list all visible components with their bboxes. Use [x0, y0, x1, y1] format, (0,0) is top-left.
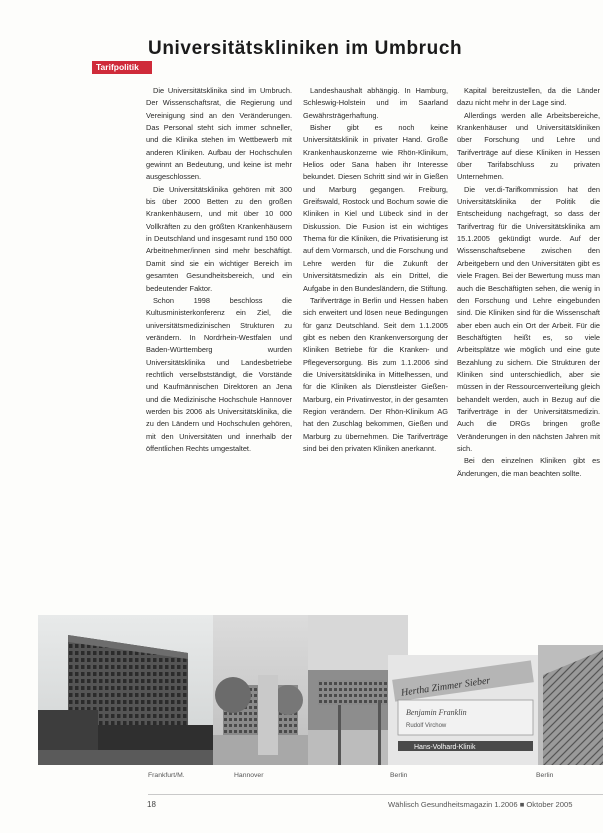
paragraph: Bisher gibt es noch keine Universitätsklinik in privater Hand. Große Krankenhauskonzerne wie Rhön-Klinikum, Helios oder Sana haben ihr Interesse bekundet. Diesen Schritt sind wir in Gießen und Marburg gegangen. Freiburg, Greifswald, Rostock und Bochum sowie die Kliniken in Kiel und Lübeck sind in der Diskussion. Die Fusion ist ein wichtiges Thema für die Kliniken, die Privatisierung ist auf dem Vormarsch, und die Forschung und Lehre werden für die Zukunft der Universitätsmedizin als ein Drittel, die Aufgabe in den Bundesländern, die Stiftung.	[303, 123, 448, 293]
paragraph: Tarifverträge in Berlin und Hessen haben sich erweitert und lösen neue Bedingungen für ganz Deutschland. Seit dem 1.1.2005 gibt es neben den Krankenversorgung der Kliniken Betriebe für die Kranken- und Pflegeversorgung. Bis zum 1.1.2006 sind die Universitätsklinika in Mittelhessen, und für die Kliniken als Dienstleister Gießen-Marburg, ein Privatinvestor, in der gesamten Region verändern. Der Rhön-Klinikum AG hat den Zuschlag bekommen, Gießen und Marburg zu übernehmen. Die Tarifverträge sind bei den privaten Kliniken anerkannt.	[303, 295, 449, 453]
journal-reference: Wählisch Gesundheitsmagazin 1.2006 ■ Oktober 2005	[388, 800, 573, 809]
text-column-2	[303, 85, 448, 455]
paragraph: Bei den einzelnen Kliniken gibt es Änderungen, die man beachten sollte.	[457, 456, 600, 478]
photo-caption: Hannover	[234, 772, 264, 779]
sign-text-2: Benjamin Franklin	[406, 708, 467, 717]
sign-text-4: Hans-Volhard-Klinik	[414, 744, 476, 751]
hospital-photo-collage	[38, 615, 603, 765]
paragraph: Die ver.di-Tarifkommission hat den Universitätsklinika der Politik die Entscheidung nachgefragt, so dass der Tarifvertrag für die Universitätsklinika am 15.1.2005 gekündigt wurde. Auf der Wissenschaftsebene zwischen den Arbeitgebern und den Universitäten gibt es viele Fragen. Bei der Bewertung muss man auch die Beschäftigten sehen, die wenig in den Forschung und Lehre eingebunden sind. Die Kliniken sind für die Wissenschaft aber eben auch ein Ort der Arbeit. Für die Beschäftigten heißt es, so viele Arbeitsplätze wie möglich und eine gute Bezahlung zu sichern. Die Strukturen der Kliniken sind unterschiedlich, aber sie müssen in der Ressourcenverteilung gleich behandelt werden, auch in Bezug auf die Tarifverträge in der Universitätsmedizin. Auch die DRGs bringen große Veränderungen in den nächsten Jahren mit sich.	[457, 184, 600, 453]
paragraph: Allerdings werden alle Arbeitsbereiche, Krankenhäuser und Universitätskliniken über Forschung und Lehre und Tarifverträge auf diese Kliniken in Hessen über Tarifabschluss zu privaten Unternehmen.	[457, 110, 600, 182]
paragraph: Schon 1998 beschloss die Kultusministerkonferenz ein Ziel, die universitätsmedizinischen Strukturen zu verändern. In Nordrhein-Westfalen und Baden-Württemberg wurden Universitätsklinika und Landesbetriebe rechtlich verselbstständigt, die Vorstände und Kaufmännischen Direktoren an Jena und die Medizinische Hochschule Hannover werden bis 2006 als Universitätsklinika, die zu den Ländern und Hochschulen gehören, mit den Universitäten und innerhalb der öffentlichen Rechts umgestaltet.	[146, 295, 292, 453]
section-rubric: Tarifpolitik	[92, 61, 152, 74]
article-title: Universitätskliniken im Umbruch	[148, 38, 463, 59]
photo-caption: Frankfurt/M.	[148, 772, 185, 779]
footer-divider	[148, 794, 603, 795]
text-column-1	[146, 85, 292, 455]
photo-caption: Berlin	[536, 772, 554, 779]
text-column-3	[457, 85, 600, 480]
photo-collage-image	[38, 615, 603, 765]
paragraph: Die Universitätsklinika sind im Umbruch. Der Wissenschaftsrat, die Regierung und Vereinigung sind an den Veränderungen. Das Personal steht sich immer schneller, und die Klinika stehen im Wettbewerb mit anderen Kliniken. Aufbau der Hochschulen gewinnt an Bedeutung, und keine ist mehr ausgeschlossen.	[146, 86, 292, 182]
sign-text: Hertha Zimmer Sieber	[400, 675, 491, 699]
paragraph: Landeshaushalt abhängig. In Hamburg, Schleswig-Holstein und im Saarland Gewährsträgerhaftung.	[303, 86, 448, 120]
photo-caption: Berlin	[390, 772, 408, 779]
paragraph: Kapital bereitzustellen, da die Länder dazu nicht mehr in der Lage sind.	[457, 86, 600, 108]
page-number: 18	[147, 800, 156, 809]
sign-text-3: Rudolf Virchow	[406, 723, 447, 729]
paragraph: Die Universitätsklinika gehören mit 300 bis über 2000 Betten zu den großen Krankenhäusern, und mit über 10 000 Vollkräften zu den größten Krankenhäusern in Deutschland und insgesamt rund 150 000 Arbeitnehmer/innen sind mehr beschäftigt. Damit sind sie ein wichtiger Bereich im gesamten Gesundheitsbereich, und ein bedeutender Faktor.	[146, 184, 292, 293]
